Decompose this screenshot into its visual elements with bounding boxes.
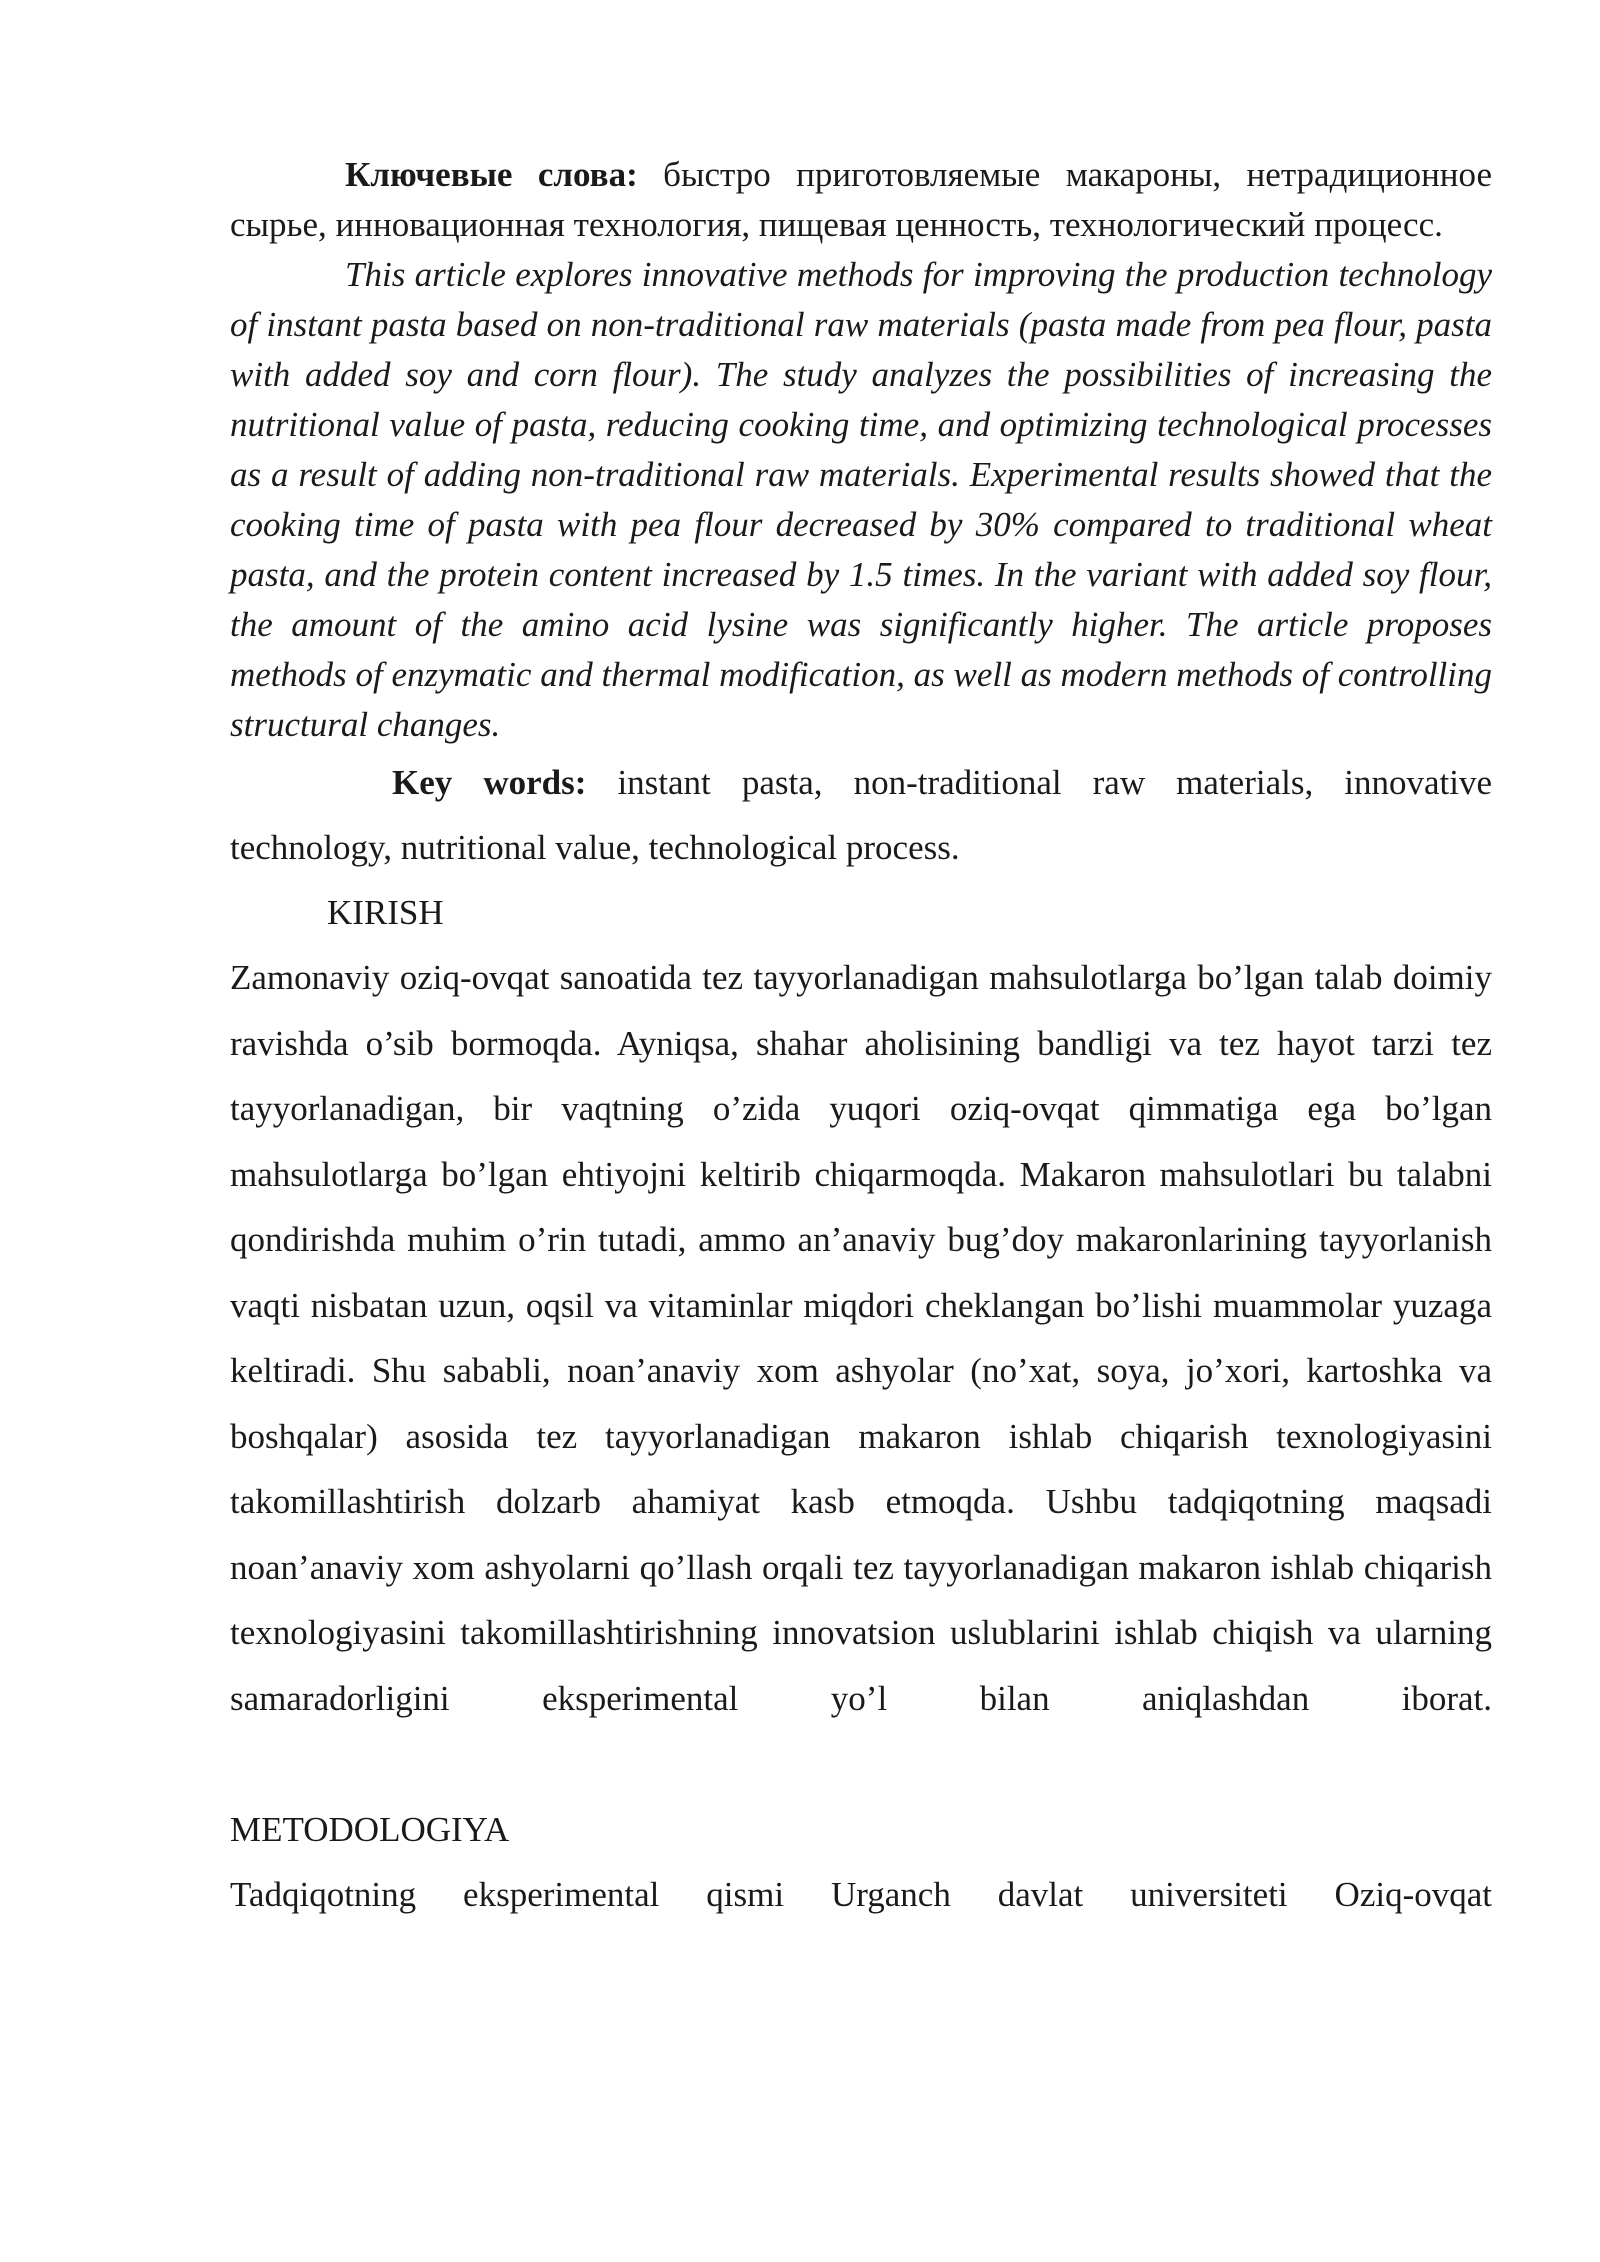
document-page (230, 150, 1492, 1927)
keywords-ru-paragraph (230, 150, 1492, 250)
kirish-body-paragraph: Zamonaviy oziq-ovqat sanoatida tez tayyorlanadigan mahsulotlarga bo’lgan talab doimiy ravishda o’sib bormoqda. Ayniqsa, shahar aholisining bandligi va tez hayot tarzi tez tayyorlanadigan, bir vaqtning o’zida yuqori oziq-ovqat qimmatiga ega bo’lgan mahsulotlarga bo’lgan ehtiyojni keltirib chiqarmoqda. Makaron mahsulotlari bu talabni qondirishda muhim o’rin tutadi, ammo an’anaviy bug’doy makaronlarining tayyorlanish vaqti nisbatan uzun, oqsil va vitaminlar miqdori cheklangan bo’lishi muammolar yuzaga keltiradi. Shu sababli, noan’anaviy xom ashyolar (no’xat, soya, jo’xori, kartoshka va boshqalar) asosida tez tayyorlanadigan makaron ishlab chiqarish texnologiyasini takomillashtirish dolzarb ahamiyat kasb etmoqda. Ushbu tadqiqotning maqsadi noan’anaviy xom ashyolarni qo’llash orqali tez tayyorlanadigan makaron ishlab chiqarish texnologiyasini takomillashtirishning innovatsion uslublarini ishlab chiqish va ularning samaradorligini eksperimental yo’l bilan aniqlashdan iborat. (230, 958, 1492, 1718)
metodologiya-body-paragraph: Tadqiqotning eksperimental qismi Urganch davlat universiteti Oziq-ovqat (230, 1875, 1492, 1914)
abstract-en-paragraph: This article explores innovative methods for improving the production technology of instant pasta based on non-traditional raw materials (pasta made from pea flour, pasta with added soy and corn flour). The study analyzes the possibilities of increasing the nutritional value of pasta, reducing cooking time, and optimizing technological processes as a result of adding non-traditional raw materials. Experimental results showed that the cooking time of pasta with pea flour decreased by 30% compared to traditional wheat pasta, and the protein content increased by 1.5 times. In the variant with added soy flour, the amount of the amino acid lysine was significantly higher. The article proposes methods of enzymatic and thermal modification, as well as modern methods of controlling structural changes. (230, 255, 1492, 744)
section-heading-metodologiya: METODOLOGIYA (230, 1810, 510, 1849)
keywords-en-paragraph (230, 750, 1492, 880)
section-heading-kirish: KIRISH (327, 893, 444, 932)
keywords-en-text: instant pasta, non-traditional raw materials, innovative technology, nutritional value, technological process. (230, 763, 1493, 867)
keywords-ru-label: Ключевые слова: (345, 155, 638, 194)
keywords-ru-text: быстро приготовляемые макароны, нетрадиционное сырье, инновационная технология, пищевая ценность, технологический процесс. (230, 155, 1493, 244)
keywords-en-label: Key words: (392, 763, 587, 802)
